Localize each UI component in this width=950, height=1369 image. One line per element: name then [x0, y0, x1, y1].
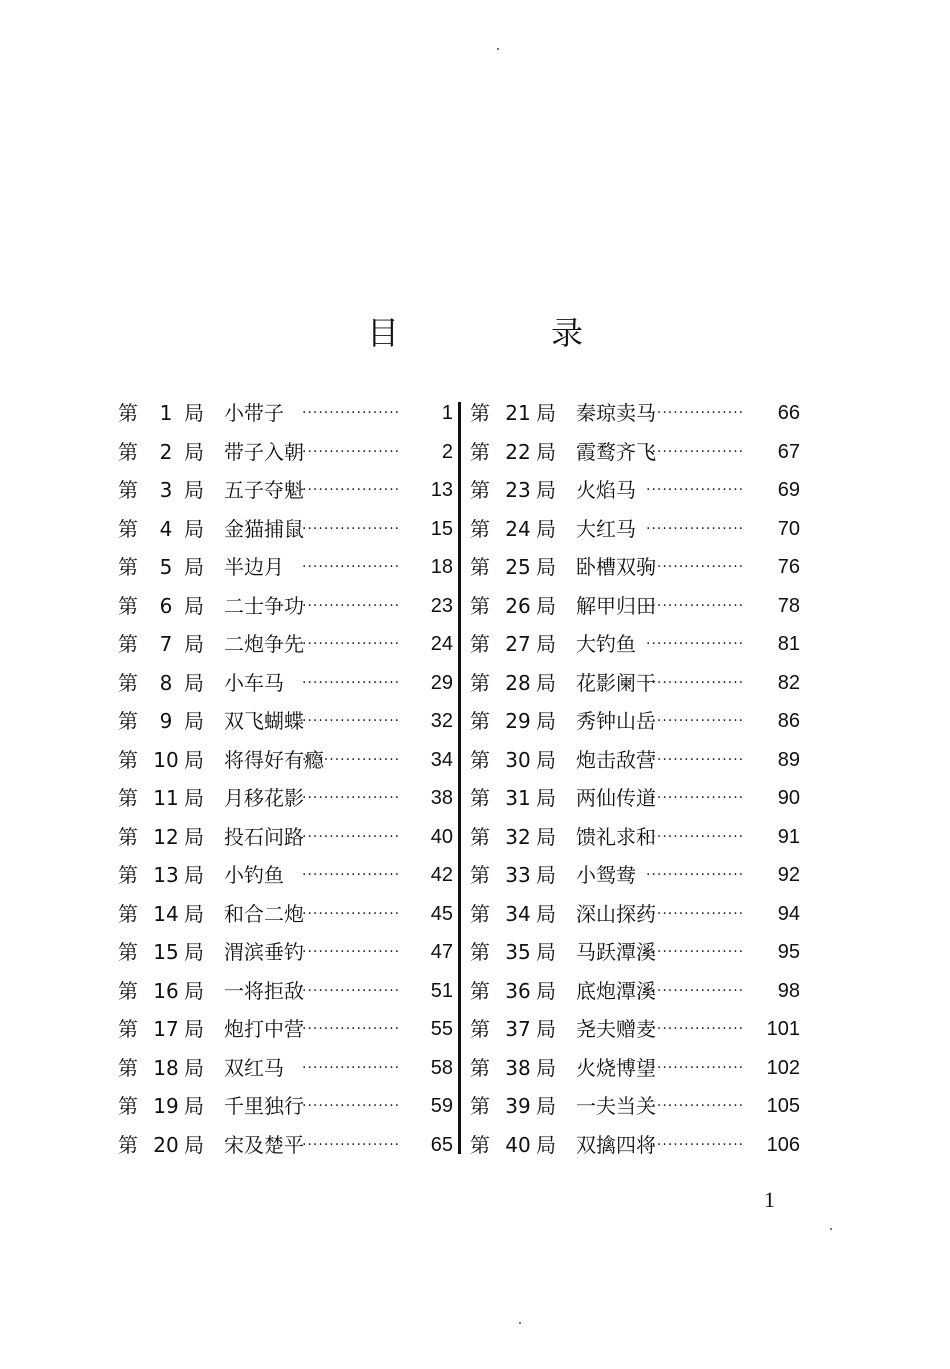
entry-suffix: 局 [184, 478, 204, 502]
leader-dots: ·················· [302, 636, 401, 652]
entry-number: 9 [159, 709, 173, 733]
leader-dots: ·················· [646, 636, 745, 652]
entry-suffix: 局 [536, 1094, 556, 1118]
entry-prefix: 第 [470, 401, 490, 425]
entry-title: 馈礼求和 [576, 824, 656, 849]
leader-dots: ·················· [302, 559, 401, 575]
entry-number: 25 [505, 555, 531, 579]
entry-number: 11 [153, 786, 179, 810]
leader-dots: ·················· [302, 1136, 401, 1153]
entry-suffix: 局 [536, 786, 556, 810]
leader-dots: ·················· [302, 751, 401, 768]
entry-page: 58 [430, 1056, 453, 1079]
entry-number: 8 [159, 670, 173, 695]
entry-page: 29 [430, 671, 453, 694]
entry-suffix: 局 [184, 709, 204, 733]
entry-prefix: 第 [118, 1055, 138, 1080]
entry-number: 33 [505, 863, 531, 887]
leader-dots: ·················· [646, 443, 745, 460]
leader-dots: ·················· [646, 905, 745, 922]
entry-suffix: 局 [536, 940, 556, 964]
entry-number: 26 [505, 593, 531, 618]
entry-suffix: 局 [184, 555, 204, 579]
entry-title: 一将拒敌 [224, 978, 304, 1003]
entry-suffix: 局 [184, 978, 204, 1003]
entry-title: 小鸳鸯 [576, 863, 636, 887]
entry-suffix: 局 [536, 1017, 556, 1041]
entry-prefix: 第 [118, 1094, 138, 1118]
entry-title: 小钓鱼 [224, 863, 284, 887]
toc-entry [470, 587, 800, 626]
page-title: 目 录 [366, 314, 643, 352]
entry-suffix: 局 [536, 632, 556, 656]
entry-prefix: 第 [118, 401, 138, 425]
entry-prefix: 第 [470, 786, 490, 810]
leader-dots: ·················· [302, 828, 401, 845]
leader-dots: ·················· [302, 1021, 401, 1037]
entry-prefix: 第 [118, 901, 138, 926]
entry-page: 94 [777, 902, 800, 925]
entry-title: 火焰马 [576, 478, 636, 502]
entry-prefix: 第 [470, 824, 490, 849]
toc-entry [470, 1087, 800, 1126]
entry-title: 大钓鱼 [576, 632, 636, 656]
leader-dots: ·················· [302, 790, 401, 806]
entry-title: 火烧博望 [576, 1055, 656, 1080]
entry-title: 将得好有瘾 [224, 747, 324, 772]
leader-dots: ·················· [646, 520, 745, 537]
leader-dots: ·················· [302, 713, 401, 729]
entry-title: 月移花影 [224, 786, 304, 810]
entry-title: 和合二炮 [224, 901, 304, 926]
entry-page: 70 [777, 517, 800, 540]
leader-dots: ·················· [646, 597, 745, 614]
toc-entry [118, 818, 453, 857]
entry-number: 19 [153, 1094, 179, 1118]
entry-prefix: 第 [118, 863, 138, 887]
entry-page: 18 [430, 556, 453, 578]
leader-dots: ·················· [302, 443, 401, 460]
entry-suffix: 局 [184, 1017, 204, 1041]
entry-page: 101 [766, 1018, 800, 1040]
entry-page: 69 [777, 479, 800, 501]
entry-page: 45 [430, 902, 453, 925]
toc-column-right [470, 394, 800, 1164]
toc-entry [470, 972, 800, 1011]
leader-dots: ·················· [302, 944, 401, 960]
entry-number: 32 [505, 824, 531, 849]
entry-title: 双红马 [224, 1055, 284, 1080]
entry-prefix: 第 [470, 1132, 490, 1157]
entry-title: 带子入朝 [224, 439, 304, 464]
entry-suffix: 局 [184, 1094, 204, 1118]
entry-prefix: 第 [118, 824, 138, 849]
toc-entry [118, 856, 453, 895]
entry-prefix: 第 [118, 978, 138, 1003]
entry-number: 2 [159, 439, 173, 464]
entry-title: 二炮争先 [224, 632, 304, 656]
entry-suffix: 局 [184, 901, 204, 926]
toc-entry [470, 818, 800, 857]
toc-entry [118, 394, 453, 433]
entry-prefix: 第 [118, 747, 138, 772]
entry-title: 宋及楚平 [224, 1132, 304, 1157]
entry-suffix: 局 [184, 593, 204, 618]
entry-title: 小带子 [224, 401, 284, 425]
entry-page: 13 [430, 479, 453, 501]
column-divider [458, 402, 461, 1154]
entry-title: 卧槽双驹 [576, 555, 656, 579]
entry-prefix: 第 [118, 632, 138, 656]
entry-number: 38 [505, 1055, 531, 1080]
entry-page: 32 [430, 710, 453, 732]
entry-page: 59 [430, 1095, 453, 1117]
entry-page: 102 [766, 1056, 800, 1079]
scan-speck [830, 1228, 832, 1230]
entry-prefix: 第 [470, 632, 490, 656]
toc-entry [118, 664, 453, 703]
entry-page: 78 [777, 594, 800, 617]
toc-entry [470, 664, 800, 703]
entry-page: 82 [777, 671, 800, 694]
entry-suffix: 局 [184, 1055, 204, 1080]
entry-title: 花影阑干 [576, 670, 656, 695]
toc-entry [118, 1049, 453, 1088]
entry-title: 小车马 [224, 670, 284, 695]
entry-page: 106 [766, 1133, 800, 1156]
toc-entry [118, 933, 453, 972]
entry-suffix: 局 [536, 593, 556, 618]
entry-page: 40 [430, 825, 453, 848]
entry-page: 92 [777, 864, 800, 886]
leader-dots: ·················· [646, 713, 745, 729]
entry-title: 秦琼卖马 [576, 401, 656, 425]
entry-number: 10 [153, 747, 179, 772]
entry-page: 98 [777, 979, 800, 1002]
entry-page: 86 [777, 710, 800, 732]
entry-suffix: 局 [536, 1055, 556, 1080]
entry-page: 24 [430, 633, 453, 655]
entry-number: 31 [505, 786, 531, 810]
entry-suffix: 局 [184, 786, 204, 810]
entry-title: 秀钟山岳 [576, 709, 656, 733]
entry-prefix: 第 [470, 978, 490, 1003]
entry-number: 1 [159, 401, 173, 425]
entry-prefix: 第 [470, 901, 490, 926]
entry-number: 34 [505, 901, 531, 926]
entry-title: 千里独行 [224, 1094, 304, 1118]
entry-suffix: 局 [536, 901, 556, 926]
entry-title: 底炮潭溪 [576, 978, 656, 1003]
entry-title: 霞鹜齐飞 [576, 439, 656, 464]
entry-number: 35 [505, 940, 531, 964]
toc-entry [470, 895, 800, 934]
entry-prefix: 第 [470, 478, 490, 502]
entry-page: 90 [777, 787, 800, 809]
entry-title: 两仙传道 [576, 786, 656, 810]
entry-prefix: 第 [470, 709, 490, 733]
entry-prefix: 第 [118, 555, 138, 579]
entry-suffix: 局 [536, 824, 556, 849]
entry-suffix: 局 [536, 555, 556, 579]
toc-entry [470, 856, 800, 895]
toc-column-left [118, 394, 453, 1164]
leader-dots: ·················· [646, 867, 745, 883]
entry-number: 40 [505, 1132, 531, 1157]
leader-dots: ·················· [646, 982, 745, 999]
entry-number: 18 [153, 1055, 179, 1080]
entry-number: 14 [153, 901, 179, 926]
entry-prefix: 第 [118, 1132, 138, 1157]
entry-number: 39 [505, 1094, 531, 1118]
entry-number: 15 [153, 940, 179, 964]
toc-entry [118, 895, 453, 934]
entry-number: 29 [505, 709, 531, 733]
entry-number: 37 [505, 1017, 531, 1041]
toc-entry [470, 1126, 800, 1165]
toc-entry [118, 587, 453, 626]
entry-number: 6 [159, 593, 173, 618]
entry-number: 7 [159, 632, 173, 656]
entry-prefix: 第 [470, 1055, 490, 1080]
leader-dots: ·················· [302, 597, 401, 614]
entry-number: 13 [153, 863, 179, 887]
toc-entry [470, 394, 800, 433]
leader-dots: ·················· [302, 482, 401, 498]
leader-dots: ·················· [646, 559, 745, 575]
toc-entry [470, 702, 800, 741]
entry-prefix: 第 [470, 1094, 490, 1118]
toc-entry [470, 779, 800, 818]
entry-number: 20 [153, 1132, 179, 1157]
toc-entry [118, 548, 453, 587]
entry-suffix: 局 [536, 863, 556, 887]
toc-entry [470, 741, 800, 780]
toc-entry [118, 471, 453, 510]
entry-title: 深山探药 [576, 901, 656, 926]
entry-page: 55 [430, 1018, 453, 1040]
entry-page: 38 [430, 787, 453, 809]
entry-number: 16 [153, 978, 179, 1003]
entry-page: 91 [777, 825, 800, 848]
entry-title: 炮击敌营 [576, 747, 656, 772]
entry-page: 67 [777, 440, 800, 463]
leader-dots: ·················· [646, 405, 745, 421]
entry-page: 47 [430, 941, 453, 963]
entry-prefix: 第 [470, 1017, 490, 1041]
entry-number: 27 [505, 632, 531, 656]
toc-entry [118, 741, 453, 780]
entry-suffix: 局 [184, 824, 204, 849]
entry-prefix: 第 [118, 709, 138, 733]
entry-title: 渭滨垂钓 [224, 940, 304, 964]
entry-prefix: 第 [118, 439, 138, 464]
entry-title: 大红马 [576, 516, 636, 541]
entry-title: 金猫捕鼠 [224, 516, 304, 541]
entry-suffix: 局 [184, 940, 204, 964]
leader-dots: ·················· [646, 1021, 745, 1037]
toc-entry [118, 625, 453, 664]
entry-number: 22 [505, 439, 531, 464]
entry-page: 51 [430, 979, 453, 1002]
leader-dots: ·················· [302, 520, 401, 537]
toc-entry [470, 933, 800, 972]
entry-prefix: 第 [470, 555, 490, 579]
leader-dots: ·················· [646, 1059, 745, 1076]
entry-prefix: 第 [118, 786, 138, 810]
entry-title: 半边月 [224, 555, 284, 579]
entry-suffix: 局 [536, 439, 556, 464]
table-of-contents [0, 394, 950, 1174]
leader-dots: ·················· [302, 1059, 401, 1076]
entry-number: 24 [505, 516, 531, 541]
entry-prefix: 第 [470, 863, 490, 887]
entry-prefix: 第 [118, 1017, 138, 1041]
entry-page: 42 [430, 864, 453, 886]
leader-dots: ·················· [302, 1098, 401, 1114]
toc-entry [118, 1087, 453, 1126]
scan-speck [519, 1322, 521, 1324]
scan-speck [497, 48, 499, 50]
entry-suffix: 局 [536, 516, 556, 541]
entry-prefix: 第 [470, 439, 490, 464]
entry-prefix: 第 [118, 940, 138, 964]
entry-page: 15 [430, 517, 453, 540]
entry-prefix: 第 [470, 593, 490, 618]
entry-title: 五子夺魁 [224, 478, 304, 502]
toc-entry [118, 702, 453, 741]
entry-suffix: 局 [184, 1132, 204, 1157]
entry-number: 17 [153, 1017, 179, 1041]
entry-number: 21 [505, 401, 531, 425]
entry-prefix: 第 [118, 516, 138, 541]
entry-title: 炮打中营 [224, 1017, 304, 1041]
entry-page: 1 [441, 402, 453, 424]
toc-entry [470, 510, 800, 549]
leader-dots: ·················· [646, 944, 745, 960]
entry-title: 双擒四将 [576, 1132, 656, 1157]
entry-number: 28 [505, 670, 531, 695]
entry-suffix: 局 [184, 670, 204, 695]
leader-dots: ·················· [302, 905, 401, 922]
leader-dots: ·················· [302, 405, 401, 421]
entry-title: 双飞蝴蝶 [224, 709, 304, 733]
entry-suffix: 局 [536, 670, 556, 695]
toc-entry [118, 1126, 453, 1165]
entry-suffix: 局 [536, 401, 556, 425]
toc-entry [470, 548, 800, 587]
entry-prefix: 第 [470, 940, 490, 964]
leader-dots: ·················· [302, 867, 401, 883]
entry-page: 76 [777, 556, 800, 578]
entry-prefix: 第 [118, 593, 138, 618]
toc-entry [470, 433, 800, 472]
entry-page: 66 [777, 402, 800, 424]
toc-entry [118, 972, 453, 1011]
entry-title: 投石问路 [224, 824, 304, 849]
entry-prefix: 第 [470, 747, 490, 772]
entry-page: 2 [441, 440, 453, 463]
toc-entry [118, 510, 453, 549]
entry-suffix: 局 [184, 516, 204, 541]
entry-number: 3 [159, 478, 173, 502]
leader-dots: ·················· [302, 982, 401, 999]
toc-entry [118, 1010, 453, 1049]
leader-dots: ·················· [646, 482, 745, 498]
leader-dots: ·················· [646, 751, 745, 768]
leader-dots: ·················· [646, 790, 745, 806]
entry-suffix: 局 [184, 401, 204, 425]
entry-prefix: 第 [118, 670, 138, 695]
toc-entry [118, 433, 453, 472]
leader-dots: ·················· [646, 1136, 745, 1153]
entry-suffix: 局 [536, 978, 556, 1003]
entry-number: 5 [159, 555, 173, 579]
entry-suffix: 局 [184, 439, 204, 464]
toc-entry [470, 625, 800, 664]
entry-suffix: 局 [184, 747, 204, 772]
entry-page: 65 [430, 1133, 453, 1156]
entry-page: 95 [777, 941, 800, 963]
entry-number: 23 [505, 478, 531, 502]
entry-page: 34 [430, 748, 453, 771]
entry-title: 二士争功 [224, 593, 304, 618]
entry-number: 4 [159, 516, 173, 541]
entry-title: 解甲归田 [576, 593, 656, 618]
leader-dots: ·················· [302, 674, 401, 691]
entry-prefix: 第 [470, 670, 490, 695]
entry-number: 36 [505, 978, 531, 1003]
entry-page: 23 [430, 594, 453, 617]
entry-page: 105 [766, 1095, 800, 1117]
page-number: 1 [764, 1187, 775, 1212]
entry-number: 30 [505, 747, 531, 772]
leader-dots: ·················· [646, 828, 745, 845]
entry-prefix: 第 [470, 516, 490, 541]
toc-entry [470, 1010, 800, 1049]
entry-suffix: 局 [536, 709, 556, 733]
entry-suffix: 局 [536, 747, 556, 772]
entry-title: 尧夫赠麦 [576, 1017, 656, 1041]
entry-suffix: 局 [184, 863, 204, 887]
entry-prefix: 第 [118, 478, 138, 502]
entry-suffix: 局 [536, 478, 556, 502]
entry-suffix: 局 [184, 632, 204, 656]
entry-number: 12 [153, 824, 179, 849]
toc-entry [118, 779, 453, 818]
leader-dots: ·················· [646, 674, 745, 691]
leader-dots: ·················· [646, 1098, 745, 1114]
entry-title: 一夫当关 [576, 1094, 656, 1118]
entry-suffix: 局 [536, 1132, 556, 1157]
entry-page: 81 [777, 633, 800, 655]
entry-page: 89 [777, 748, 800, 771]
entry-title: 马跃潭溪 [576, 940, 656, 964]
toc-entry [470, 471, 800, 510]
toc-entry [470, 1049, 800, 1088]
